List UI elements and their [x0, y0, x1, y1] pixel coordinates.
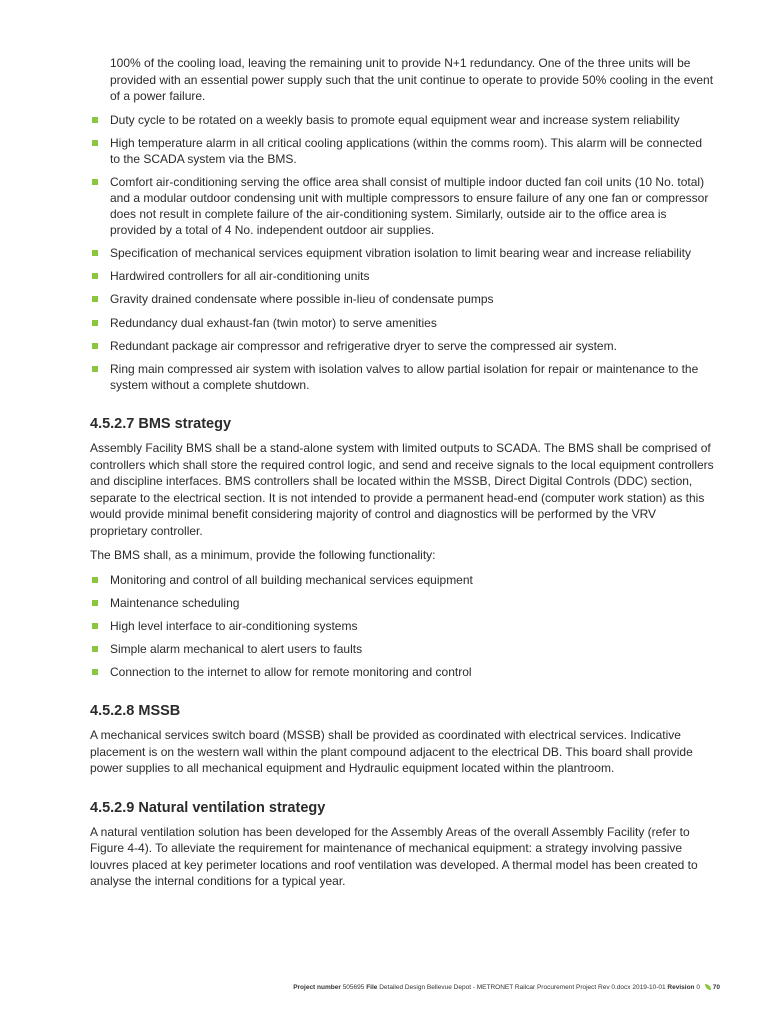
square-bullet-icon	[92, 577, 98, 583]
list-item-text: Specification of mechanical services equipment vibration isolation to limit bearing wear and increase reliability	[110, 246, 691, 261]
list-item-text: Gravity drained condensate where possible in-lieu of condensate pumps	[110, 292, 494, 307]
list-item	[90, 664, 714, 680]
bms-functionality-intro: The BMS shall, as a minimum, provide the following functionality:	[90, 548, 436, 562]
footer-revision: 0	[696, 984, 700, 991]
square-bullet-icon	[92, 179, 98, 185]
list-item-text: High temperature alarm in all critical cooling applications (within the comms room). This alarm will be connected to the SCADA system via the BMS.	[110, 135, 703, 166]
footer-file-name: Detailed Design Bellevue Depot - METRONET Railcar Procurement Project Rev 0.docx	[379, 984, 631, 991]
list-item	[90, 361, 714, 393]
footer-revision-label: Revision	[667, 984, 695, 991]
bullet-list-top	[90, 112, 714, 394]
square-bullet-icon	[92, 623, 98, 629]
list-item-text: Monitoring and control of all building mechanical services equipment	[110, 572, 473, 587]
square-bullet-icon	[92, 600, 98, 606]
page-footer	[200, 983, 720, 992]
document-page	[90, 55, 714, 898]
list-item	[90, 135, 714, 167]
list-item-text: Connection to the internet to allow for remote monitoring and control	[110, 665, 472, 680]
list-item	[90, 245, 714, 261]
list-item	[90, 641, 714, 657]
square-bullet-icon	[92, 366, 98, 372]
square-bullet-icon	[92, 320, 98, 326]
list-item	[90, 315, 714, 331]
square-bullet-icon	[92, 646, 98, 652]
section-heading-mssb: 4.5.2.8 MSSB	[90, 703, 181, 720]
square-bullet-icon	[92, 273, 98, 279]
list-item-text: Hardwired controllers for all air-conditioning units	[110, 269, 370, 284]
square-bullet-icon	[92, 343, 98, 349]
square-bullet-icon	[92, 296, 98, 302]
mssb-paragraph: A mechanical services switch board (MSSB) shall be provided as coordinated with electrical services. Indicative placement is on the western wall within the plant compound adjacent to the electrical DB. This board shall provide power supplies to all mechanical equipment and Hydraulic equipment located within the plantroom.	[90, 728, 693, 776]
section-heading-natural-ventilation: 4.5.2.9 Natural ventilation strategy	[90, 799, 326, 816]
list-item	[90, 572, 714, 588]
list-item	[90, 174, 714, 238]
footer-page-number: 70	[712, 984, 720, 991]
footer-project-number: 505695	[342, 984, 365, 991]
square-bullet-icon	[92, 140, 98, 146]
footer-file-label: File	[366, 984, 378, 991]
list-item	[90, 291, 714, 307]
list-item-text: Duty cycle to be rotated on a weekly basis to promote equal equipment wear and increase system reliability	[110, 112, 680, 127]
list-item-text: Redundant package air compressor and refrigerative dryer to serve the compressed air system.	[110, 338, 617, 353]
intro-continuation: 100% of the cooling load, leaving the remaining unit to provide N+1 redundancy. One of the three units will be provided with an essential power supply such that the unit continue to operate to provide 50% cooling in the event of a power failure.	[110, 56, 714, 103]
section-heading-bms: 4.5.2.7 BMS strategy	[90, 416, 232, 432]
bms-paragraph: Assembly Facility BMS shall be a stand-alone system with limited outputs to SCADA. The BMS shall be comprised of controllers which shall store the required control logic, and send and receive signals to the local equipment controllers and discipline interfaces. BMS controllers shall be located within the MSSB, Direct Digital Controls (DDC) section, separate to the electrical section. It is not intended to provide a permanent head-end (computer work station) as this would provide minimal benefit considering majority of control and diagnostics will be performed by the VRV proprietary controller.	[90, 441, 714, 538]
square-bullet-icon	[92, 669, 98, 675]
footer-project-label: Project number	[293, 984, 341, 991]
list-item-text: Comfort air-conditioning serving the office area shall consist of multiple indoor ducted fan coil units (10 No. total) and a modular outdoor condensing unit with multiple compressors to ensure failure of any one fan or compressor does not result in complete failure of the air-conditioning system. Similarly, outside air to the office area is provided by a total of 4 No. independent outdoor air supplies.	[110, 174, 709, 237]
footer-date: 2019-10-01	[632, 984, 666, 991]
list-item	[90, 112, 714, 128]
list-item-text: High level interface to air-conditioning systems	[110, 618, 358, 633]
square-bullet-icon	[92, 250, 98, 256]
natural-ventilation-paragraph: A natural ventilation solution has been developed for the Assembly Areas of the overall Assembly Facility (refer to Figure 4-4). To alleviate the requirement for maintenance of mechanical equipment: a strategy involving passive louvres placed at key perimeter locations and roof ventilation was developed. A thermal model has been created to analyse the internal conditions for a typical year.	[90, 824, 698, 889]
list-item	[90, 595, 714, 611]
list-item-text: Simple alarm mechanical to alert users to faults	[110, 642, 363, 657]
list-item	[90, 338, 714, 354]
list-item	[90, 268, 714, 284]
list-item-text: Ring main compressed air system with isolation valves to allow partial isolation for repair or maintenance to the system without a complete shutdown.	[110, 362, 699, 392]
bullet-list-bms	[90, 572, 714, 681]
list-item-text: Redundancy dual exhaust-fan (twin motor) to serve amenities	[110, 315, 437, 330]
list-item	[90, 618, 714, 634]
leaf-logo-icon	[705, 984, 711, 990]
list-item-text: Maintenance scheduling	[110, 595, 240, 610]
square-bullet-icon	[92, 117, 98, 123]
